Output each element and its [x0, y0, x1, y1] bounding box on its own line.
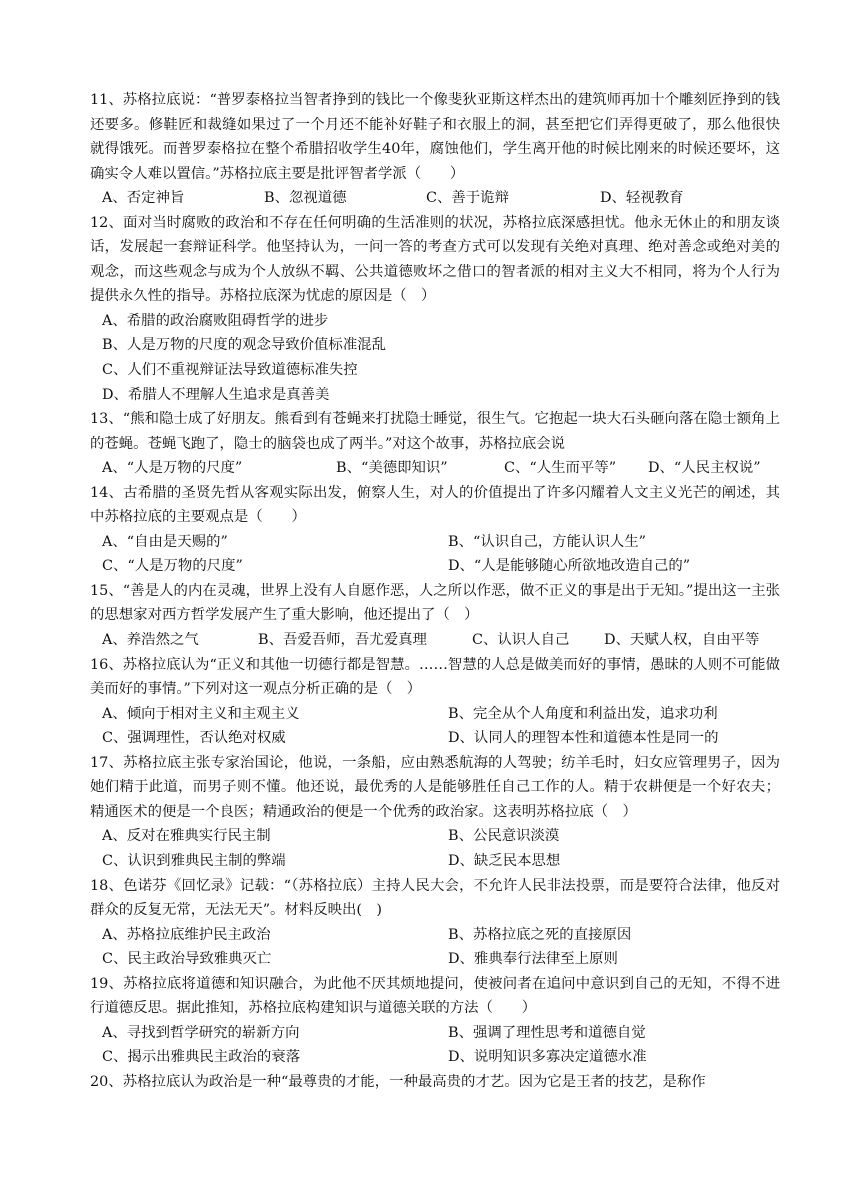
option-a: A、希腊的政治腐败阻碍哲学的进步: [102, 312, 329, 329]
options-row: [90, 1045, 780, 1070]
option-b: B、“认识自己，方能认识人生”: [448, 533, 646, 550]
option-b: B、完全从个人角度和利益出发，追求功利: [448, 705, 718, 722]
question-stem: 15、“善是人的内在灵魂，世界上没有人自愿作恶，人之所以作恶，做不正义的事是出于无知。”提出这一主张的思想家对西方哲学发展产生了重大影响，他还提出了（ ）: [90, 582, 780, 624]
question-stem: 17、苏格拉底主张专家治国论，他说，一条船，应由熟悉航海的人驾驶；纺羊毛时，妇女应管理男子，因为她们精于此道，而男子则不懂。他还说，最优秀的人是能够胜任自己工作的人。精于农耕便是一个好农夫；精通医术的便是一个良医；精通政治的便是一个优秀的政治家。这表明苏格拉底（ ）: [90, 754, 780, 820]
option-a: A、养浩然之气: [102, 632, 199, 649]
options-row: [90, 530, 780, 555]
options-row: [90, 702, 780, 727]
options-row: [90, 947, 780, 972]
question-stem: 18、色诺芬《回忆录》记载：“（苏格拉底）主持人民大会，不允许人民非法投票，而是要符合法律，他反对群众的反复无常，无法无天”。材料反映出( ): [90, 877, 780, 919]
options-row: [90, 824, 780, 849]
option-d: D、轻视教育: [600, 190, 684, 207]
option-a: A、“自由是天赐的”: [102, 533, 228, 550]
option-d: D、雅典奉行法律至上原则: [448, 951, 618, 968]
question-15: [90, 579, 780, 653]
question-stem: 20、苏格拉底认为政治是一种“最尊贵的才能，一种最高贵的才艺。因为它是王者的技艺，是称作: [90, 1073, 706, 1090]
question-12: [90, 211, 780, 407]
option-b: B、“美德即知识”: [336, 460, 448, 477]
options-row: [90, 628, 780, 653]
option-b: B、忽视道德: [264, 190, 347, 207]
options-list: [90, 309, 780, 407]
question-stem: 14、古希腊的圣贤先哲从客观实际出发，俯察人生，对人的价值提出了许多闪耀着人文主义光芒的阐述，其中苏格拉底的主要观点是（ ）: [90, 484, 780, 526]
option-a: A、否定神旨: [102, 190, 185, 207]
option-d: D、“人民主权说”: [648, 460, 761, 477]
option-c: C、认识人自己: [472, 632, 570, 649]
option-b: B、人是万物的尺度的观念导致价值标准混乱: [102, 337, 386, 354]
option-b: B、吾爱吾师，吾尤爱真理: [258, 632, 427, 649]
option-a: A、反对在雅典实行民主制: [102, 828, 271, 845]
question-13: [90, 407, 780, 481]
question-stem: 19、苏格拉底将道德和知识融合，为此他不厌其烦地提问，使被问者在追问中意识到自己的无知，不得不进行道德反思。据此推知，苏格拉底构建知识与道德关联的方法（ ）: [90, 975, 780, 1017]
question-stem: 11、苏格拉底说：“普罗泰格拉当智者挣到的钱比一个像斐狄亚斯这样杰出的建筑师再加十个雕刻匠挣到的钱还要多。修鞋匠和裁缝如果过了一个月还不能补好鞋子和衣服上的洞，甚至把它们弄得更破了，那么他很快就得饿死。而普罗泰格拉在整个希腊招收学生40年，腐蚀他们，学生离开他的时候比刚来的时候还要坏，这确实令人难以置信。”苏格拉底主要是批评智者学派（ ）: [90, 92, 780, 182]
question-18: [90, 874, 780, 972]
option-d: D、天赋人权，自由平等: [604, 632, 760, 649]
options-row: [90, 186, 780, 211]
question-19: [90, 972, 780, 1070]
exam-page: [90, 88, 780, 1094]
option-d: D、说明知识多寡决定道德水准: [448, 1049, 647, 1066]
options-row: [90, 1021, 780, 1046]
options-row: [90, 923, 780, 948]
option-c: C、人们不重视辩证法导致道德标准失控: [102, 362, 358, 379]
options-row: [90, 554, 780, 579]
question-16: [90, 653, 780, 751]
question-stem: 13、“熊和隐士成了好朋友。熊看到有苍蝇来打扰隐士睡觉，很生气。它抱起一块大石头砸向落在隐士额角上的苍蝇。苍蝇飞跑了，隐士的脑袋也成了两半。”对这个故事，苏格拉底会说: [90, 411, 780, 452]
question-17: [90, 751, 780, 874]
option-c: C、揭示出雅典民主政治的衰落: [102, 1049, 301, 1066]
option-a: A、“人是万物的尺度”: [102, 460, 243, 477]
option-c: C、强调理性，否认绝对权威: [102, 730, 286, 747]
option-d: D、缺乏民本思想: [448, 852, 561, 869]
option-b: B、苏格拉底之死的直接原因: [448, 926, 632, 943]
question-14: [90, 481, 780, 579]
question-stem: 16、苏格拉底认为“正义和其他一切德行都是智慧。……智慧的人总是做美而好的事情，愚昧的人则不可能做美而好的事情。”下列对这一观点分析正确的是（ ）: [90, 656, 780, 698]
options-row: [90, 849, 780, 874]
options-row: [90, 456, 780, 481]
option-c: C、“人是万物的尺度”: [102, 558, 243, 575]
option-b: B、强调了理性思考和道德自觉: [448, 1024, 646, 1041]
option-a: A、寻找到哲学研究的崭新方向: [102, 1024, 300, 1041]
question-11: [90, 88, 780, 211]
options-row: [90, 726, 780, 751]
option-a: A、苏格拉底维护民主政治: [102, 926, 271, 943]
option-c: C、认识到雅典民主制的弊端: [102, 852, 286, 869]
option-b: B、公民意识淡漠: [448, 828, 560, 845]
option-c: C、民主政治导致雅典灭亡: [102, 951, 272, 968]
option-d: D、“人是能够随心所欲地改造自己的”: [448, 558, 691, 575]
question-20: [90, 1070, 780, 1095]
option-c: C、“人生而平等”: [504, 460, 617, 477]
option-c: C、善于诡辩: [426, 190, 509, 207]
option-a: A、倾向于相对主义和主观主义: [102, 705, 300, 722]
option-d: D、希腊人不理解人生追求是真善美: [102, 386, 330, 403]
option-d: D、认同人的理智本性和道德本性是同一的: [448, 730, 719, 747]
question-stem: 12、面对当时腐败的政治和不存在任何明确的生活准则的状况，苏格拉底深感担忧。他永无休止的和朋友谈话，发展起一套辩证科学。他坚持认为，一问一答的考查方式可以发现有关绝对真理、绝对善念或绝对美的观念，而这些观念与成为个人放纵不羁、公共道德败坏之借口的智者派的相对主义大不相同，将为个人行为提供永久性的指导。苏格拉底深为忧虑的原因是（ ）: [90, 214, 780, 305]
